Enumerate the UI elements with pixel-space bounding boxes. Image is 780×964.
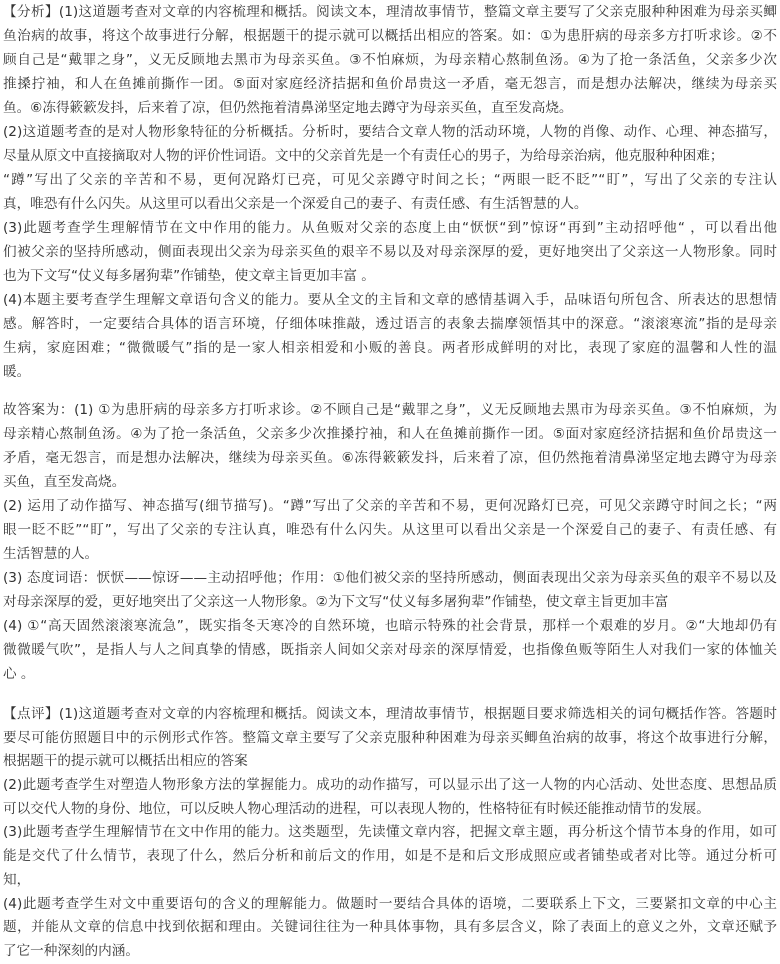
analysis-line: 生病，家庭困难；“微微暖气”指的是一家人相亲相爱和小贩的善良。两者形成鲜明的对比，表现了家庭的温馨和人性的温 (3, 340, 777, 356)
comment-line: 题，并能从文章的信息中找到依据和理由。关键词往往为一种具体事物，具有多层含义，除了表面上的意义之外，文章还赋予 (3, 919, 777, 936)
answer-line: 母亲精心熬制鱼汤。④为了抢一条活鱼，父亲多少次推搡拧袖，和人在鱼摊前撕作一团。⑤面对家庭经济拮据和鱼价昂贵这一 (3, 426, 777, 442)
comment-line: 能是交代了什么情节，表现了什么，然后分析和前后文的作用，如是不是和后文形成照应或者铺垫或者对比等。通过分析可 (3, 848, 777, 865)
comment-line: 了它一种深刻的内涵。 (3, 942, 139, 959)
analysis-line: (4)本题主要考查学生理解文章语句含义的能力。要从全文的主旨和文章的感情基调入手，品味语句所包含、所表达的思想情 (3, 292, 777, 308)
answer-line: (3) 态度词语：恹恹——惊讶——主动招呼他；作用：①他们被父亲的坚持所感动，侧面表现出父亲为母亲买鱼的艰辛不易以及 (3, 570, 777, 586)
comment-section (0, 703, 777, 964)
analysis-line: 顾自己是“戴罪之身”，义无反顾地去黑市为母亲买鱼。③不怕麻烦，为母亲精心熬制鱼汤。④为了抢一条活鱼，父亲多少次 (3, 52, 777, 68)
comment-line: 知， (3, 871, 31, 888)
analysis-line: 们被父亲的坚持所感动，侧面表现出父亲为母亲买鱼的艰辛不易以及对母亲深厚的爱，更好地突出了父亲这一人物形象。同时 (3, 244, 777, 260)
answer-line: 心 。 (3, 666, 35, 682)
answer-line: 矛盾，毫无怨言，而是想办法解决，继续为母亲买鱼。⑥冻得簌簌发抖，后来着了凉，但仍然拖着清鼻涕坚定地去蹲守为母亲 (3, 450, 777, 466)
analysis-line: 真，唯恐有什么闪失。从这里可以看出父亲是一个深爱自己的妻子、有责任感、有生活智慧的人。 (3, 196, 588, 212)
analysis-line: 鱼治病的故事，将这个故事进行分解，根据题干的提示就可以概括出相应的答案。如：①为患肝病的母亲多方打听求诊。②不 (3, 28, 777, 44)
comment-line: (4)此题考查学生对文中重要语句的含义的理解能力。做题时一要结合具体的语境，二要联系上下文，三要紧扣文章的中心主 (3, 895, 777, 912)
analysis-line: 暖。 (3, 364, 31, 380)
analysis-line: 也为下文写“仗义每多屠狗辈”作铺垫，使文章主旨更加丰富 。 (3, 268, 375, 284)
answer-line: (2) 运用了动作描写、神态描写(细节描写)。“蹲”写出了父亲的辛苦和不易，更何况路灯已亮，可见父亲蹲守时间之长；“两 (3, 498, 777, 514)
comment-line: 可以交代人物的身份、地位，可以反映人物心理活动的进程，可以表现人物的，性格特征有时候还能推动情节的发展。 (3, 800, 710, 817)
answer-line: 对母亲深厚的爱，更好地突出了父亲这一人物形象。②为下文写“仗义每多屠狗辈”作铺垫，使文章主旨更加丰富 (3, 594, 669, 610)
analysis-line: (2)这道题考查的是对人物形象特征的分析概括。分析时，要结合文章人物的活动环境，人物的肖像、动作、心理、神态描写， (3, 124, 777, 140)
comment-line: 要尽可能仿照题目中的示例形式作答。整篇文章主要写了父亲克服种种困难为母亲买鲫鱼治病的故事，将这个故事进行分解， (3, 729, 777, 746)
analysis-line: 推搡拧袖，和人在鱼摊前撕作一团。⑤面对家庭经济拮据和鱼价昂贵这一矛盾，毫无怨言，而是想办法解决，继续为母亲买 (3, 76, 777, 92)
analysis-line: (3)此题考查学生理解情节在文中作用的能力。从鱼贩对父亲的态度上由“恹恹“到”惊讶“再到”主动招呼他“ ，可以看出他 (3, 220, 777, 236)
analysis-line: “蹲”写出了父亲的辛苦和不易，更何况路灯已亮，可见父亲蹲守时间之长；“两眼一眨不眨”“盯”，写出了父亲的专注认 (3, 172, 777, 188)
comment-line: 根据题干的提示就可以概括出相应的答案 (3, 753, 248, 770)
comment-line: (3)此题考查学生理解情节在文中作用的能力。这类题型，先读懂文章内容，把握文章主题，再分析这个情节本身的作用，如可 (3, 824, 777, 841)
answer-line: (4) ①“高天固然滚滚寒流急”，既实指冬天寒冷的自然环境，也暗示特殊的社会背景，那样一个艰难的岁月。②“大地却仍有 (3, 618, 777, 634)
analysis-line: 鱼。⑥冻得簌簌发抖，后来着了凉，但仍然拖着清鼻涕坚定地去蹲守为母亲买鱼，直至发高烧。 (3, 100, 573, 116)
answer-line: 故答案为：(1) ①为患肝病的母亲多方打听求诊。②不顾自己是“戴罪之身”，义无反顾地去黑市为母亲买鱼。③不怕麻烦，为 (3, 402, 777, 418)
comment-line: 【点评】(1)这道题考查对文章的内容梳理和概括。阅读文本，理清故事情节，根据题目要求筛选相关的词句概括作答。答题时 (3, 706, 777, 722)
answer-line: 生活智慧的人。 (3, 546, 99, 562)
answer-line: 买鱼，直至发高烧。 (3, 474, 126, 490)
analysis-section (0, 0, 777, 384)
comment-line: (2)此题考查学生对塑造人物形象方法的掌握能力。成功的动作描写，可以显示出了这一人物的内心活动、处世态度、思想品质 (3, 777, 777, 794)
answer-line: 微微暖气吹”，是指人与人之间真挚的情感，既指亲人间如父亲对母亲的深厚情爱，也指像鱼贩等陌生人对我们一家的体恤关 (3, 642, 777, 658)
analysis-line: 尽量从原文中直接摘取对人物的评价性词语。文中的父亲首先是一个有责任心的男子，为给母亲治病，他克服种种困难； (3, 148, 724, 164)
analysis-line: 感。解答时，一定要结合具体的语言环境，仔细体味推敲，透过语言的表象去揣摩领悟其中的深意。“滚滚寒流”指的是母亲 (3, 316, 777, 332)
answer-section (0, 398, 777, 686)
answer-line: 眼一眨不眨”“盯”，写出了父亲的专注认真，唯恐有什么闪失。从这里可以看出父亲是一个深爱自己的妻子、有责任感、有 (3, 522, 777, 538)
analysis-line: 【分析】(1)这道题考查对文章的内容梳理和概括。阅读文本，理清故事情节，整篇文章主要写了父亲克服种种困难为母亲买鲫 (3, 4, 777, 20)
